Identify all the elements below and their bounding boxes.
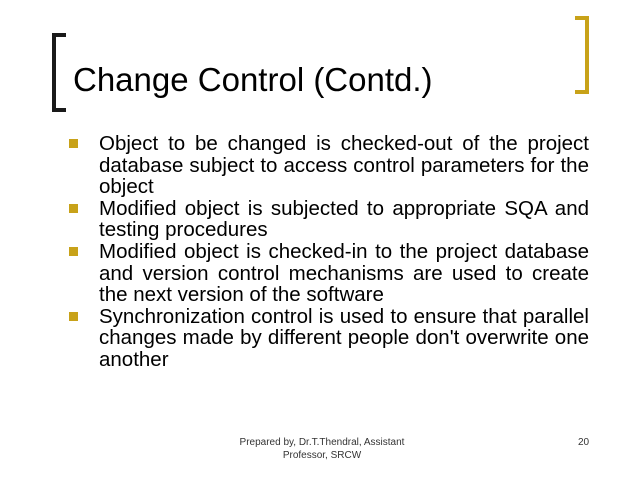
footer-credit: Prepared by, Dr.T.Thendral, Assistant Professor, SRCW [239,437,405,461]
bullet-text: Modified object is subjected to appropriate SQA and testing procedures [99,196,589,242]
page-number: 20 [578,437,590,448]
right-bracket-stem [585,16,589,94]
right-bracket-decoration [575,16,589,94]
bullet-item [67,198,589,241]
bullet-item [67,306,589,371]
left-bracket-decoration [52,33,66,112]
square-bullet-icon [69,247,78,256]
left-bracket-stem [52,33,56,112]
right-bracket-top [575,16,589,20]
bullet-item [67,241,589,306]
right-bracket-bottom [575,90,589,94]
bullet-text: Synchronization control is used to ensure that parallel changes made by different people don't overwrite one another [99,304,589,371]
square-bullet-icon [69,204,78,213]
left-bracket-top [52,33,66,37]
slide-title: Change Control (Contd.) [73,61,433,98]
square-bullet-icon [69,139,78,148]
bullet-list [67,133,589,371]
bullet-text: Object to be changed is checked-out of the project database subject to access control parameters for the object [99,132,589,199]
left-bracket-bottom [52,108,66,112]
bullet-text: Modified object is checked-in to the project database and version control mechanisms are used to create the next version of the software [99,239,589,307]
square-bullet-icon [69,312,78,321]
bullet-item [67,133,589,198]
